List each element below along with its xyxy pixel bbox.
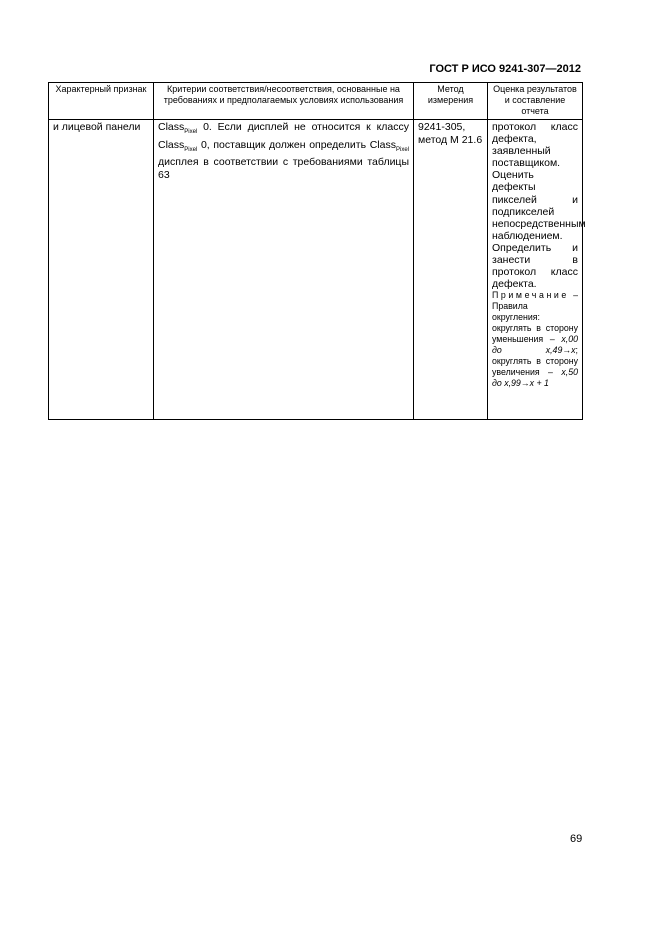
class-word: Class	[158, 138, 185, 151]
evaluation-note	[492, 290, 578, 388]
table-header-row	[49, 83, 583, 120]
note-separator: –	[568, 290, 578, 301]
note-text-b: x,00 до x,49→x	[492, 333, 578, 355]
col-header-evaluation: Оценка результатов и составление отчета	[488, 83, 583, 120]
note-label: Примечание	[492, 290, 569, 301]
criteria-table	[48, 82, 586, 420]
note-text-c: ; округлять в сторону увеличения –	[492, 344, 578, 377]
pixel-subscript: Pixel	[395, 146, 409, 153]
note-text-d: x,50 до x,99→x + 1	[492, 366, 578, 388]
table-row	[49, 120, 583, 420]
pixel-subscript: Pixel	[184, 129, 198, 136]
class-word: Class	[369, 138, 396, 151]
col-header-method: Метод измерения	[414, 83, 488, 120]
evaluation-text: протокол класс дефекта, заявленный поставщиком. Оценить дефекты пикселей и подпикселей непосредственным наблюдением. Определить и занести в протокол класс дефекта.	[492, 121, 586, 291]
page-number: 69	[570, 833, 583, 845]
class-word: Class	[158, 121, 185, 133]
criteria-text-2: 0, поставщик должен определить	[197, 138, 370, 151]
pixel-subscript: Pixel	[184, 146, 198, 153]
method-cell	[414, 120, 488, 420]
evaluation-cell	[488, 120, 586, 420]
col-header-feature: Характерный признак	[49, 83, 154, 120]
criteria-text-3: дисплея в соответствии с требованиями таблицы 63	[158, 156, 409, 181]
method-text: 9241-305, метод М 21.6	[418, 121, 483, 146]
feature-cell	[49, 120, 154, 420]
col-header-criteria: Критерии соответствия/несоответствия, основанные на требованиях и предполагаемых условиях использования	[154, 83, 414, 120]
criteria-text-1: 0. Если дисплей не относится к классу	[197, 121, 409, 133]
feature-text: и лицевой панели	[53, 121, 141, 133]
criteria-cell	[154, 120, 414, 420]
document-code: ГОСТ Р ИСО 9241-307—2012	[429, 63, 581, 75]
note-text-a: Правила округления: округлять в сторону уменьшения –	[492, 301, 578, 344]
